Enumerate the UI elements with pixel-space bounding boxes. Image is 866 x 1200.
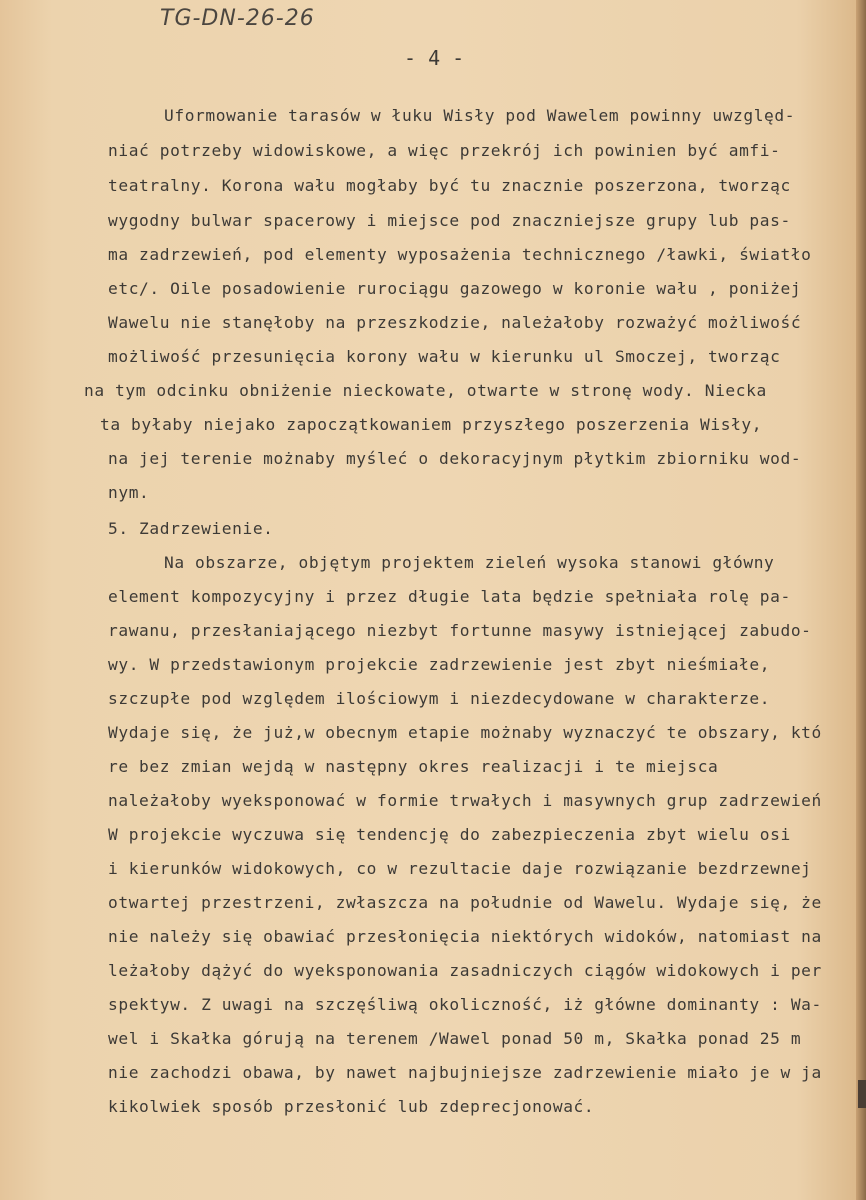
text-line: leżałoby dążyć do wyeksponowania zasadniczych ciągów widokowych i per <box>108 961 822 980</box>
text-line: rawanu, przesłaniającego niezbyt fortunne masywy istniejącej zabudo- <box>108 621 812 640</box>
text-line: Na obszarze, objętym projektem zieleń wysoka stanowi główny <box>164 553 775 572</box>
text-line: i kierunków widokowych, co w rezultacie daje rozwiązanie bezdrzewnej <box>108 859 812 878</box>
page-tab-marker <box>858 1080 866 1108</box>
text-line: Wydaje się, że już,w obecnym etapie możnaby wyznaczyć te obszary, któ <box>108 723 822 742</box>
text-line: Wawelu nie stanęłoby na przeszkodzie, należałoby rozważyć możliwość <box>108 313 802 332</box>
page-edge-shadow <box>856 0 866 1200</box>
text-line: szczupłe pod względem ilościowym i niezdecydowane w charakterze. <box>108 689 771 708</box>
text-line: na tym odcinku obniżenie nieckowate, otwarte w stronę wody. Niecka <box>84 381 767 400</box>
text-line: możliwość przesunięcia korony wału w kierunku ul Smoczej, tworząc <box>108 347 781 366</box>
text-line: re bez zmian wejdą w następny okres realizacji i te miejsca <box>108 757 719 776</box>
text-line: Uformowanie tarasów w łuku Wisły pod Wawelem powinny uwzględ- <box>164 106 796 125</box>
section-heading: 5. Zadrzewienie. <box>108 519 274 538</box>
text-line: na jej terenie możnaby myśleć o dekoracyjnym płytkim zbiorniku wod- <box>108 449 802 468</box>
text-line: wy. W przedstawionym projekcie zadrzewienie jest zbyt nieśmiałe, <box>108 655 771 674</box>
text-line: wel i Skałka górują na terenem /Wawel ponad 50 m, Skałka ponad 25 m <box>108 1029 802 1048</box>
text-line: nie należy się obawiać przesłonięcia niektórych widoków, natomiast na <box>108 927 822 946</box>
text-line: teatralny. Korona wału mogłaby być tu znacznie poszerzona, tworząc <box>108 176 791 195</box>
text-line: nym. <box>108 483 150 502</box>
archive-reference: TG-DN-26-26 <box>160 6 315 31</box>
text-line: nie zachodzi obawa, by nawet najbujniejsze zadrzewienie miało je w ja <box>108 1063 822 1082</box>
text-line: spektyw. Z uwagi na szczęśliwą okoliczność, iż główne dominanty : Wa- <box>108 995 822 1014</box>
text-line: ta byłaby niejako zapoczątkowaniem przyszłego poszerzenia Wisły, <box>100 415 763 434</box>
text-line: wygodny bulwar spacerowy i miejsce pod znaczniejsze grupy lub pas- <box>108 211 791 230</box>
text-line: etc/. Oile posadowienie rurociągu gazowego w koronie wału , poniżej <box>108 279 802 298</box>
text-line: W projekcie wyczuwa się tendencję do zabezpieczenia zbyt wielu osi <box>108 825 791 844</box>
text-line: kikolwiek sposób przesłonić lub zdeprecjonować. <box>108 1097 595 1116</box>
text-line: otwartej przestrzeni, zwłaszcza na południe od Wawelu. Wydaje się, że <box>108 893 822 912</box>
text-line: należałoby wyeksponować w formie trwałych i masywnych grup zadrzewień <box>108 791 822 810</box>
text-line: ma zadrzewień, pod elementy wyposażenia technicznego /ławki, światło <box>108 245 812 264</box>
page-number: - 4 - <box>404 46 465 70</box>
text-line: element kompozycyjny i przez długie lata będzie spełniała rolę pa- <box>108 587 791 606</box>
text-line: niać potrzeby widowiskowe, a więc przekrój ich powinien być amfi- <box>108 141 781 160</box>
